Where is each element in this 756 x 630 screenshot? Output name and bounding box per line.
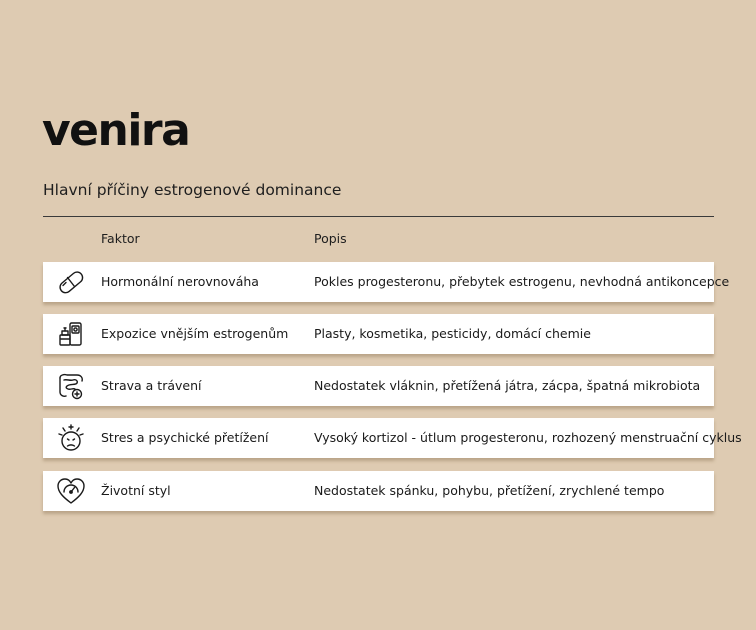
row-factor: Stres a psychické přetížení — [101, 430, 269, 445]
row-factor: Hormonální nerovnováha — [101, 274, 259, 289]
row-description: Plasty, kosmetika, pesticidy, domácí chemie — [314, 326, 591, 341]
table-row — [43, 314, 714, 354]
page-title: Hlavní příčiny estrogenové dominance — [43, 181, 342, 199]
table-row — [43, 366, 714, 406]
brand-logo: venira — [42, 105, 190, 156]
digestion-intestine-icon — [55, 370, 87, 402]
row-description: Nedostatek vláknin, přetížená játra, zácpa, špatná mikrobiota — [314, 378, 701, 393]
row-description: Vysoký kortizol - útlum progesteronu, rozhozený menstruační cyklus — [314, 430, 742, 445]
table-row — [43, 418, 742, 458]
row-factor: Životní styl — [101, 483, 171, 498]
column-header-factor: Faktor — [101, 231, 140, 246]
row-description: Pokles progesteronu, přebytek estrogenu, nevhodná antikoncepce — [314, 274, 730, 289]
cosmetics-bottles-icon — [55, 318, 87, 350]
row-description: Nedostatek spánku, pohybu, přetížení, zrychlené tempo — [314, 483, 665, 498]
table-row — [43, 262, 730, 302]
stressed-head-icon — [55, 422, 87, 454]
divider — [43, 216, 714, 217]
heart-gauge-icon — [55, 475, 87, 507]
row-factor: Expozice vnějším estrogenům — [101, 326, 289, 341]
table-row — [43, 471, 714, 511]
row-factor: Strava a trávení — [101, 378, 202, 393]
pill-capsule-icon — [55, 266, 87, 298]
column-header-description: Popis — [314, 231, 347, 246]
